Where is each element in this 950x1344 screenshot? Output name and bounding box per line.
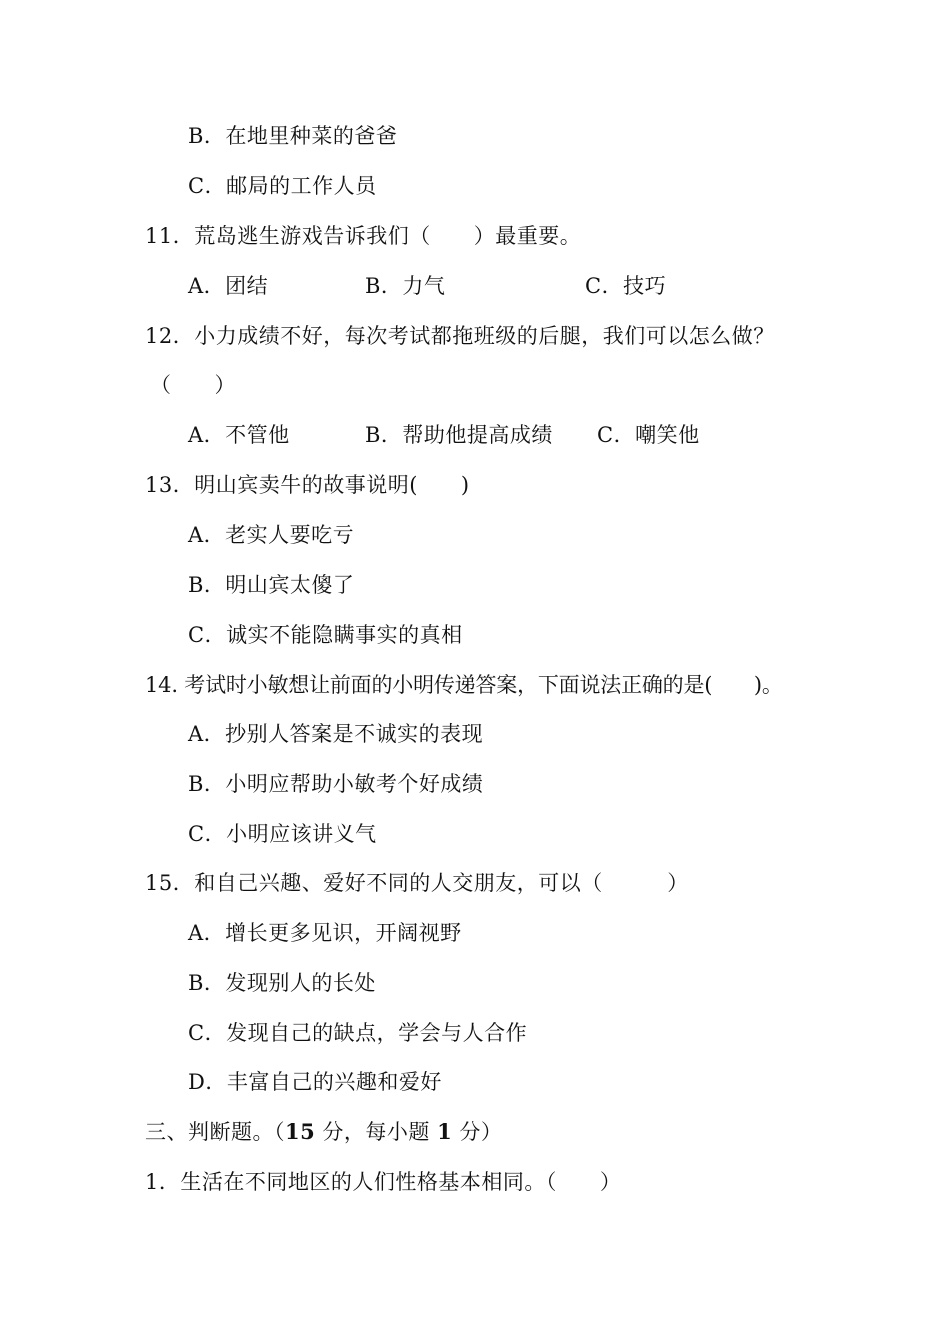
q11-option-c: C．技巧 (585, 274, 667, 298)
q14-option-c: C．小明应该讲义气 (188, 822, 377, 846)
question-15: 15．和自己兴趣、爱好不同的人交朋友，可以（ ） (145, 871, 689, 895)
q15-option-b: B．发现别人的长处 (188, 971, 376, 995)
q12-option-a: A．不管他 (188, 423, 290, 447)
q13-option-a: A．老实人要吃亏 (188, 523, 355, 547)
q15-option-c: C．发现自己的缺点，学会与人合作 (188, 1021, 528, 1045)
q15-option-a: A．增长更多见识，开阔视野 (188, 921, 462, 945)
section-3-total-score: 15 (285, 1119, 316, 1144)
section-3-title: 三、判断题。（ (145, 1120, 285, 1144)
q10-option-c: C．邮局的工作人员 (188, 174, 377, 198)
q11-option-b: B．力气 (365, 274, 446, 298)
q12-answer-paren: （ ） (150, 373, 236, 397)
section-3-heading (145, 1118, 502, 1146)
q15-option-d: D．丰富自己的兴趣和爱好 (188, 1070, 442, 1094)
question-11: 11．荒岛逃生游戏告诉我们（ ）最重要。 (145, 224, 582, 248)
q14-option-b: B．小明应帮助小敏考个好成绩 (188, 772, 484, 796)
q10-option-b: B．在地里种菜的爸爸 (188, 124, 398, 148)
q13-option-b: B．明山宾太傻了 (188, 573, 355, 597)
question-12: 12．小力成绩不好，每次考试都拖班级的后腿，我们可以怎么做？ (145, 324, 775, 348)
q12-option-b: B．帮助他提高成绩 (365, 423, 553, 447)
q11-option-a: A．团结 (188, 274, 269, 298)
judgement-1: 1．生活在不同地区的人们性格基本相同。（ ） (145, 1170, 622, 1194)
q14-option-a: A．抄别人答案是不诚实的表现 (188, 722, 484, 746)
q13-option-c: C．诚实不能隐瞒事实的真相 (188, 623, 463, 647)
section-3-mid: 分，每小题 (315, 1120, 438, 1144)
section-3-each-score: 1 (437, 1119, 453, 1144)
section-3-tail: 分） (452, 1120, 503, 1144)
question-13: 13．明山宾卖牛的故事说明( ) (145, 473, 470, 497)
question-14: 14. 考试时小敏想让前面的小明传递答案，下面说法正确的是( )。 (145, 673, 783, 697)
q12-option-c: C．嘲笑他 (597, 423, 700, 447)
